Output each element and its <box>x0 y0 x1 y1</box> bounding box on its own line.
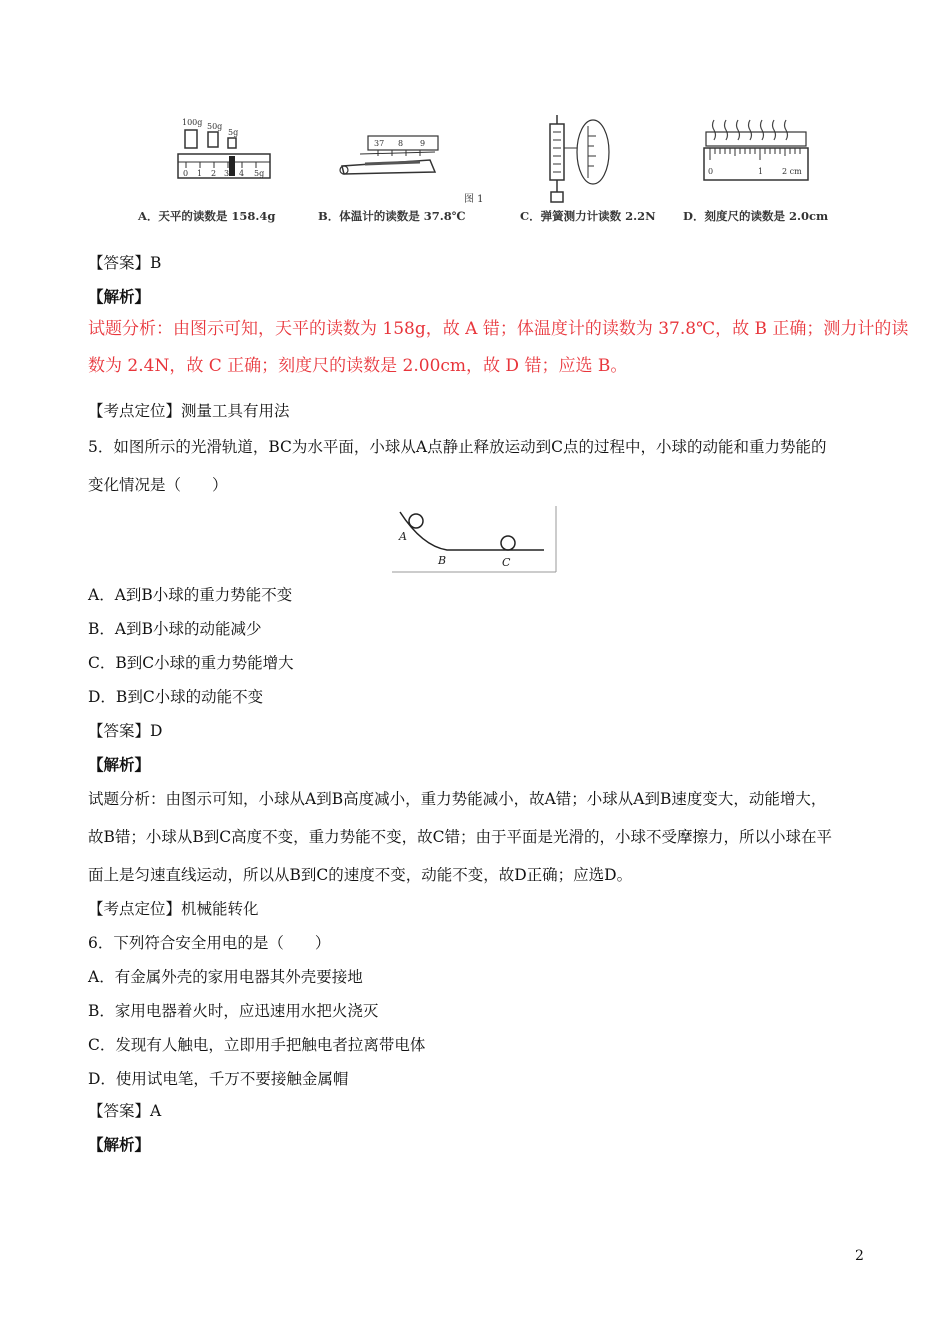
figure1-caption: 图 1 <box>464 194 484 205</box>
balance-diagram <box>178 118 270 178</box>
q5-option-b: B．A到B小球的动能减少 <box>88 620 262 638</box>
q6-option-a: A．有金属外壳的家用电器其外壳要接地 <box>88 968 363 986</box>
ball-at-c <box>501 536 515 550</box>
ruler-tick-2cm: 2 cm <box>782 167 802 176</box>
q6-analysis-heading: 【解析】 <box>88 1135 151 1154</box>
q4-point: 【考点定位】测量工具有用法 <box>88 402 290 420</box>
q5-analysis-heading: 【解析】 <box>88 755 151 774</box>
weight-label-50g: 50g <box>207 122 223 131</box>
q5-point: 【考点定位】机械能转化 <box>88 900 259 918</box>
balance-tick-5g: 5g <box>254 169 265 178</box>
thermo-tick-8: 8 <box>398 139 404 148</box>
thermometer-diagram <box>340 136 438 174</box>
q5-stem-line-1: 5．如图所示的光滑轨道，BC为水平面，小球从A点静止释放运动到C点的过程中，小球的动能和重力势能的 <box>88 438 827 456</box>
weight-label-5g: 5g <box>228 128 239 137</box>
weight-label-100g: 100g <box>182 118 203 127</box>
ruler-diagram <box>704 120 808 180</box>
figure-track-diagram <box>392 506 558 574</box>
figure-measuring-instruments <box>130 110 830 235</box>
q6-stem: 6．下列符合安全用电的是（ ） <box>88 934 331 952</box>
ball-at-a <box>409 514 423 528</box>
figure1-label-b: B．体温计的读数是 37.8℃ <box>318 209 466 223</box>
q5-analysis-line-2: 故B错；小球从B到C高度不变，重力势能不变，故C错；由于平面是光滑的，小球不受摩擦力，所以小球在平 <box>88 828 833 846</box>
point-c-label: C <box>502 556 511 569</box>
q5-option-d: D．B到C小球的动能不变 <box>88 688 264 706</box>
ruler-tick-1: 1 <box>758 167 764 176</box>
balance-tick-2: 2 <box>211 169 217 178</box>
q5-analysis-line-3: 面上是匀速直线运动，所以从B到C的速度不变，动能不变，故D正确；应选D。 <box>88 866 633 884</box>
q6-option-b: B．家用电器着火时，应迅速用水把火浇灭 <box>88 1002 379 1020</box>
q4-analysis-heading: 【解析】 <box>88 287 151 306</box>
figure1-label-a: A．天平的读数是 158.4g <box>138 209 276 223</box>
balance-tick-4: 4 <box>239 169 245 178</box>
ruler-tick-0: 0 <box>708 167 714 176</box>
q5-analysis-line-1: 试题分析：由图示可知，小球从A到B高度减小，重力势能减小，故A错；小球从A到B速度变大，动能增大， <box>88 790 827 808</box>
point-a-label: A <box>399 530 407 543</box>
q6-option-d: D．使用试电笔，千万不要接触金属帽 <box>88 1070 349 1088</box>
q6-answer: 【答案】A <box>88 1102 162 1120</box>
thermo-tick-37: 37 <box>374 139 385 148</box>
balance-tick-1: 1 <box>197 169 203 178</box>
figure1-label-d: D．刻度尺的读数是 2.0cm <box>683 209 829 223</box>
q5-option-a: A．A到B小球的重力势能不变 <box>88 586 293 604</box>
figure1-label-c: C．弹簧测力计读数 2.2N <box>520 209 656 223</box>
balance-tick-3: 3 <box>224 169 230 178</box>
q4-analysis-line-2: 数为 2.4N，故 C 正确；刻度尺的读数是 2.00cm，故 D 错；应选 B。 <box>88 356 628 376</box>
q6-option-c: C．发现有人触电，立即用手把触电者拉离带电体 <box>88 1036 426 1054</box>
balance-tick-0: 0 <box>183 169 189 178</box>
q5-answer: 【答案】D <box>88 722 163 740</box>
spring-scale-diagram <box>550 115 609 202</box>
q4-analysis-line-1: 试题分析：由图示可知，天平的读数为 158g，故 A 错；体温度计的读数为 37.8℃，故 B 正确；测力计的读 <box>88 319 909 339</box>
page-number: 2 <box>855 1248 864 1264</box>
q5-option-c: C．B到C小球的重力势能增大 <box>88 654 294 672</box>
q4-answer: 【答案】B <box>88 254 162 272</box>
point-b-label: B <box>438 554 447 567</box>
thermo-tick-9: 9 <box>420 139 426 148</box>
q5-stem-line-2: 变化情况是（ ） <box>88 476 228 494</box>
